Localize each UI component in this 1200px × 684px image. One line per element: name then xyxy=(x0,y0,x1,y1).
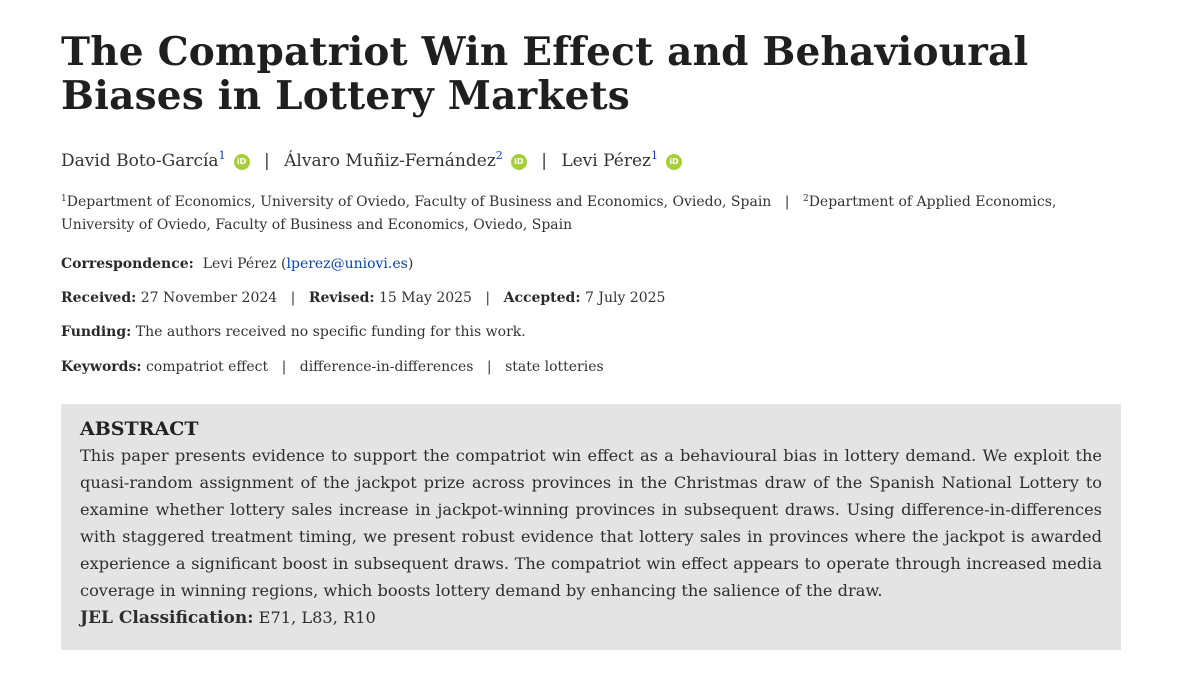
received-date: 27 November 2024 xyxy=(140,290,278,306)
date-separator: | xyxy=(485,290,491,306)
jel-classification xyxy=(80,604,1102,632)
keyword: difference-in-differences xyxy=(299,359,474,375)
affiliation-separator: | xyxy=(784,194,790,210)
orcid-icon[interactable]: iD xyxy=(234,154,250,170)
funding-statement xyxy=(61,322,1141,342)
author-name[interactable]: Álvaro Muñiz-Fernández xyxy=(284,151,496,171)
keyword: state lotteries xyxy=(505,359,604,375)
author-separator: | xyxy=(263,151,270,171)
correspondence-name: Levi Pérez xyxy=(202,256,277,272)
author-separator: | xyxy=(541,151,547,171)
affiliation-marker[interactable]: 2 xyxy=(495,149,503,162)
author-name[interactable]: David Boto-García xyxy=(61,151,219,171)
received-label: Received: xyxy=(61,290,137,306)
date-separator: | xyxy=(290,290,296,306)
abstract-heading: ABSTRACT xyxy=(80,418,199,440)
affiliation-number: 2 xyxy=(802,194,809,204)
revised-label: Revised: xyxy=(308,290,375,306)
correspondence: Correspondence: Levi Pérez (lperez@uniovi.es) xyxy=(61,256,414,272)
affiliation-text: Department of Economics, University of Oviedo, Faculty of Business and Economics, Oviedo, Spain xyxy=(66,194,772,210)
funding-text: The authors received no specific funding for this work. xyxy=(135,324,526,340)
author-name[interactable]: Levi Pérez xyxy=(561,151,652,171)
affiliation-marker[interactable]: 1 xyxy=(651,149,659,162)
revised-date: 15 May 2025 xyxy=(379,290,472,306)
jel-label: JEL Classification: xyxy=(80,608,254,628)
author-list xyxy=(61,144,1141,173)
abstract-text: This paper presents evidence to support the compatriot win effect as a behavioural bias in lottery demand. We exploit the quasi-random assignment of the jackpot prize across provinces in the Christmas draw of the Spanish National Lottery to examine whether lottery sales increase in jackpot-winning provinces in subsequent draws. Using difference-in-differences with staggered treatment timing, we present robust evidence that lottery sales in provinces where the jackpot is awarded experience a significant boost in subsequent draws. The compatriot win effect appears to operate through increased media coverage in winning regions, which boosts lottery demand by enhancing the salience of the draw. xyxy=(80,446,1102,600)
paper-title: The Compatriot Win Effect and Behavioural Biases in Lottery Markets xyxy=(61,29,1029,119)
accepted-label: Accepted: xyxy=(503,290,581,306)
keyword-separator: | xyxy=(486,359,492,375)
affiliations xyxy=(61,188,1091,237)
affiliation-text: Department of Applied Economics, University of Oviedo, Faculty of Business and Economics, Oviedo, Spain xyxy=(61,194,1057,233)
affiliation-number: 1 xyxy=(61,194,67,204)
keywords-label: Keywords: xyxy=(61,359,142,375)
abstract-box xyxy=(61,404,1121,650)
orcid-icon[interactable]: iD xyxy=(666,154,682,170)
keyword: compatriot effect xyxy=(145,359,269,375)
accepted-date: 7 July 2025 xyxy=(584,290,666,306)
correspondence-email-link[interactable]: lperez@uniovi.es xyxy=(286,256,408,272)
correspondence-label: Correspondence: xyxy=(61,256,194,272)
orcid-icon[interactable]: iD xyxy=(511,154,527,170)
keywords xyxy=(61,357,1141,377)
affiliation-marker[interactable]: 1 xyxy=(218,149,226,162)
funding-label: Funding: xyxy=(61,324,132,340)
keyword-separator: | xyxy=(281,359,287,375)
jel-codes: E71, L83, R10 xyxy=(258,608,376,627)
publication-dates xyxy=(61,288,1141,308)
